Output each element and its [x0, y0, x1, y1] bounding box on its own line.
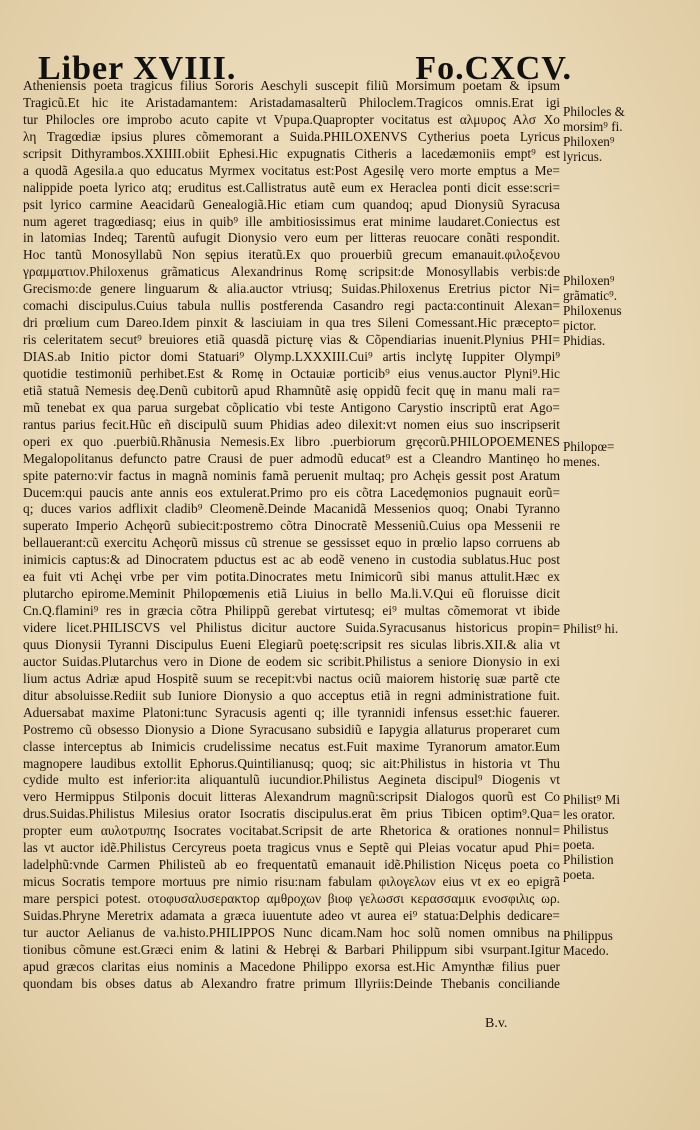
text-line: ladelphũ:vnde Carmen Philisteũ ab eo frequentatũ emanauit idẽ.Philistion Nicęus poeta co	[23, 857, 560, 873]
text-line: mũ tenebat ex qua parua surgebat cõplicatio vbi teste Antigono Carystio inscriptũ erat Ago=	[23, 399, 560, 415]
text-line: quus Dionysii Tyranni Discipulus Eueni Elegiarũ poetę:scripsit res siculas libris.XII.& alia vt	[23, 636, 560, 652]
margin-note-philopoemenes	[563, 439, 693, 469]
text-line: scripsit Dithyrambos.XXIIII.obiit Ephesi.Hic expugnatis Citheris a lacedæmoniis empt⁹ est	[23, 145, 560, 161]
text-line: bellauerant:cũ exercitu Achęorũ missus cũ strenue se gessisset equo in prœlio lapso corruens ab	[23, 535, 560, 551]
margin-note-line: Philoxen⁹	[563, 134, 615, 149]
margin-note-line: Philistion	[563, 852, 614, 867]
text-line: ris celeritatem secut⁹ breuiores etiã quasdã picturę vias & Cõpendiarias inuenit.Plynius PHI=	[23, 332, 560, 348]
text-line: tur Philocles ore improbo acuto capite vt Vpupa.Quapropter vocitatus est αλμυρος Αλσ Χο	[23, 111, 560, 127]
text-line: Tragicũ.Et hic ite Aristadamantem: Aristadamasalterũ Philoclem.Tragicos omnis.Erat igi	[23, 94, 560, 110]
text-line: DIAS.ab Initio pictor domi Statuari⁹ Olymp.LXXXIII.Cui⁹ artis inclytę Iuppiter Olympi⁹	[23, 349, 560, 364]
margin-note-line: menes.	[563, 454, 600, 469]
margin-note-line: Phidias.	[563, 333, 606, 348]
text-line: q; duces varios adflixit cladib⁹ Cleomenẽ.Deinde Macanidã Messenios quoq; Onabi Tyranno	[23, 501, 560, 517]
margin-note-line: Philist⁹ Mi	[563, 792, 620, 807]
folio-number: Fo.CXCV.	[415, 50, 572, 87]
text-line: mare perspici potest. οτοφυσαλυσερακτορ αμθροχων βιοφ γελωσσι κερασσαμικ ενοσφιλις ωρ.	[23, 891, 560, 906]
margin-note-philistus-historian	[563, 621, 693, 636]
text-line: dri prœlium cum Dareo.Idem pinxit & lasciuiam in qua tres Sileni Comessant.Hic præcepto=	[23, 315, 560, 331]
text-line: Hoc tantũ Monosyllabũ Non sępius iteratũ.Ex quo prouerbiũ grecum emanauit.φιλοξενου	[23, 247, 560, 263]
text-line: num ageret tragœdiasq; eius in quib⁹ ille ambitiosissimus erat minime laudaret.Coniectus est	[23, 213, 560, 229]
text-line: Aduersabat maxime Platoni:tunc Syracusis agenti q; ille tyrannidi infensus esset:hic fauerer.	[23, 704, 560, 720]
margin-note-line: Philopœ=	[563, 439, 615, 454]
margin-note-philocles	[563, 104, 693, 164]
text-line: γραμματιον.Philoxenus grãmaticus Alexandrinus Romę scripsit:de Monosyllabis verbis:de	[23, 264, 560, 280]
text-line: cydide multo est inferior:ita aliquantulũ iucundior.Philistus Aegineta discipul⁹ Diogenis vt	[23, 772, 560, 788]
margin-note-philippus	[563, 928, 693, 958]
text-line: ea fuit vti Achęi vrbe per vim potita.Dinocrates metu Inimicorũ sibi manus attulit.Hæc ex	[23, 569, 560, 585]
text-line: magnopere laudibus extollit Ephorus.Quintilianusq; quoq; sic ait:Philistus in historia vt Thu	[23, 755, 560, 771]
text-line: comachi discipulus.Cuius tabula nullis postferenda Casandro regi pacta:continuit Alexan=	[23, 298, 560, 314]
text-line: a quodã Agesila.a quo educatus Myrmex vocitatus est:Post Agesilę vero morte emptus a Me=	[23, 162, 560, 178]
text-line: superato Imperio Achęorũ subiecit:postremo cõtra Dinocratẽ Messeniũ.Cuius opa Messenii re	[23, 518, 560, 534]
text-line: etiã statuã Nemesis deę.Denũ cubitorũ apud Rhamnũtẽ asię oppidũ fecit quę in manu mali ra=	[23, 382, 560, 398]
text-line: Grecismo:de genere linguarum & alia.auctor vtriusq; Suidas.Philoxenus Eretrius pictor Ni=	[23, 281, 560, 297]
text-line: in latomias Indeq; Tarentũ aufugit Dionysio vero eum per litteras reuocare conãti respondit.	[23, 230, 560, 246]
margin-note-philoxenus	[563, 273, 693, 348]
margin-note-line: poeta.	[563, 867, 595, 882]
text-line: Ducem:qui paucis ante annis eos extulerat.Primo pro eis cõtra Lacedęmonios pugnauit eorũ=	[23, 484, 560, 500]
margin-note-line: Philocles &	[563, 104, 625, 119]
text-line: Cn.Q.flamini⁹ res in græcia cõtra Philippũ gerebat virtutesq; ei⁹ multas cõmemorat vt ibide	[23, 603, 560, 619]
text-line: auctor Suidas.Plutarchus vero in Dione de eodem sic scribit.Philistus a seniore Dionysio in exi	[23, 653, 560, 669]
text-line: operi ex quo .puerbiũ.Rhãnusia Nemesis.Ex libro .puerbiorum gręcorũ.PHILOPOEMENES	[23, 433, 560, 449]
text-line: Atheniensis poeta tragicus filius Sororis Aeschyli suscepit filiũ Morsimum poetam & ipsum	[23, 78, 560, 93]
text-line: rantus parius fecit.Hũc eñ discipulũ suum Phidias adeo dilexit:vt nomen eius suo inscripserit	[23, 416, 560, 432]
text-line: spite paterno:vir factus in magnã nominis famã peruenit multaq; pro Achęis gessit post Aratum	[23, 467, 560, 483]
text-line: plutarcho epirome.Meminit Philopœmenis etiã Liuius in bello Ma.li.V.Qui eũ floruisse dicit	[23, 586, 560, 602]
text-line: classe interceptus ab Inimicis crudelissime necatus est.Fuit maxime Tyranorum amator.Eum	[23, 738, 560, 754]
margin-note-line: poeta.	[563, 837, 595, 852]
text-line: λη Tragœdiæ ipsius plures cõmemorant a Suida.PHILOXENVS Cytherius poeta Lyricus	[23, 128, 560, 144]
text-line: videre licet.PHILISCVS vel Philistus dicitur auctore Suida.Syracusanus historicus propin=	[23, 620, 560, 635]
margin-note-line: Philoxenus	[563, 303, 622, 318]
margin-note-line: morsim⁹ fi.	[563, 119, 623, 134]
text-line: Suidas.Phryne Meretrix adamata a græca iuuentute adeo vt aurea ei⁹ statua:Delphis dedicare=	[23, 907, 560, 923]
text-line: tur auctor Aelianus de va.histo.PHILIPPOS Nunc dicam.Nam hoc solũ nomen omnibus na	[23, 924, 560, 940]
margin-note-line: grãmatic⁹.	[563, 288, 618, 303]
margin-note-line: Philoxen⁹	[563, 273, 615, 288]
margin-note-line: Philistus	[563, 822, 609, 837]
text-line: psit lyrico carmine Aeacidarũ Genealogiã.Hic etiam cum quandoq; apud Dionysiũ Syracusa	[23, 196, 560, 212]
margin-note-line: Philippus	[563, 928, 613, 943]
text-line: drus.Suidas.Philistus Milesius orator Isocratis discipulus.erat ẽm prius Tibicen optim⁹.Qua=	[23, 806, 560, 822]
text-line: quondam bis obses datus ab Alexandro fratre primum Illyriis:Deinde Thebanis conciliande	[23, 975, 560, 991]
text-line: propter eum αυλοτρυπης Isocrates vocitabat.Scripsit de arte Rhetorica & orationes nonnul=	[23, 823, 560, 839]
margin-note-line: Macedo.	[563, 943, 609, 958]
text-line: micus Socratis tempore mortuus pre nimio risu:nam fabulam φιλογελων eius vt ex eo epigrã	[23, 874, 560, 890]
margin-note-line: lyricus.	[563, 149, 603, 164]
text-line: quotidie testimoniũ perhibet.Est & Romę in Octauiæ porticib⁹ eius venus.auctor Plyni⁹.Hic	[23, 365, 560, 381]
book-number: Liber XVIII.	[38, 50, 237, 87]
text-line: inimicis captus:& ad Dinocratem pductus est ac ab eodẽ veneno in custodia sublatus.Huc post	[23, 552, 560, 568]
text-line: tionibus cõmune est.Græci enim & latini & Hebręi & Barbari Philippum sibi vsurpant.Igitur	[23, 941, 560, 957]
text-line: Postremo cũ obsesso Dionysio a Dione Syracusano subsidiũ e Iapygia allaturus properaret cum	[23, 721, 560, 737]
text-line: ditur absoluisse.Rediit sub Iuniore Dionysio a quo acceptus etiã in regni administratione fuit.	[23, 687, 560, 703]
text-line: Megalopolitanus defuncto patre Crausi de puer admodũ educat⁹ est a Cleandro Mantinęo ho	[23, 450, 560, 466]
margin-note-line: pictor.	[563, 318, 597, 333]
text-line: lium actus Adriæ apud Hospitẽ suum se recepit:vbi nactus ociũ maiorem historię suæ partẽ cte	[23, 670, 560, 686]
text-line: nalippide poeta lyrico atq; eruditus est.Callistratus autẽ eum ex Heraclea ponti dicit esse:scri=	[23, 179, 560, 195]
main-text-column	[23, 78, 560, 993]
margin-note-philistus-orator	[563, 792, 693, 882]
text-line: vero Hermippus Stilponis docuit litteras Alexandrum magnũ:scripsit Dialogos quorũ est Co	[23, 789, 560, 805]
signature-mark: B.v.	[485, 1016, 508, 1031]
margin-note-line: les orator.	[563, 807, 616, 822]
text-line: las vt auctor idẽ.Philistus Cercyreus poeta tragicus vnus e Septẽ qui Pleias vocatur apud Phi=	[23, 840, 560, 856]
margin-note-line: Philist⁹ hi.	[563, 621, 619, 636]
text-line: apud græcos claritas eius nominis a Macedone Philippo exorsa est.Hic Amynthæ filius puer	[23, 958, 560, 974]
